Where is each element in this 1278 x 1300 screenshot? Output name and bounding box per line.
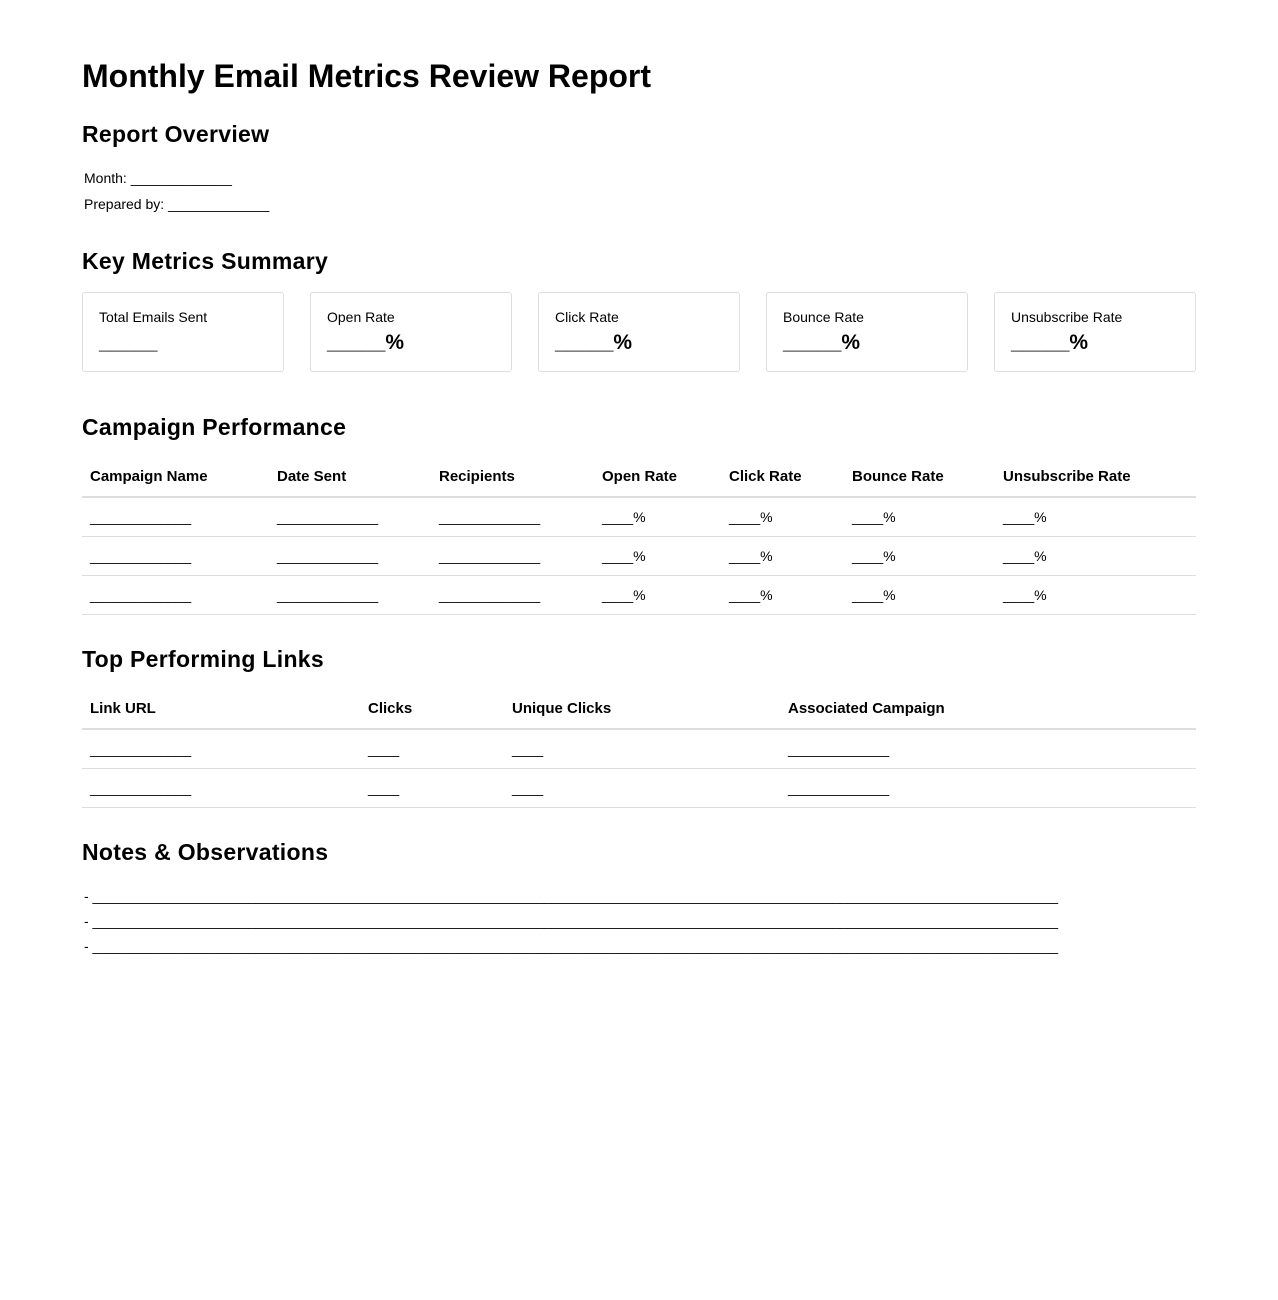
column-header: Recipients [431, 456, 594, 497]
table-header-row [82, 688, 1196, 729]
table-row [82, 769, 1196, 808]
links-table [82, 688, 1196, 808]
column-header: Unsubscribe Rate [995, 456, 1196, 497]
column-header: Open Rate [594, 456, 721, 497]
metric-label: Open Rate [327, 309, 395, 325]
table-cell-blank: ____ [504, 769, 780, 808]
metrics-heading: Key Metrics Summary [82, 248, 329, 274]
table-cell-blank: ____ [504, 729, 780, 769]
metric-card-click-rate [538, 292, 740, 372]
notes-heading: Notes & Observations [82, 839, 329, 865]
table-cell-blank: ____ [360, 729, 504, 769]
table-cell-blank: ____% [594, 537, 721, 576]
table-cell-blank: _____________ [269, 576, 431, 615]
table-cell-blank: _____________ [780, 729, 1196, 769]
table-cell-blank: _____________ [269, 497, 431, 537]
column-header: Link URL [82, 688, 360, 729]
table-cell-blank: _____________ [431, 537, 594, 576]
table-cell-blank: _____________ [780, 769, 1196, 808]
table-cell-blank: _____________ [431, 497, 594, 537]
table-cell-blank: ____% [995, 576, 1196, 615]
column-header: Clicks [360, 688, 504, 729]
table-cell-blank: _____________ [82, 537, 269, 576]
table-row [82, 497, 1196, 537]
table-row [82, 576, 1196, 615]
month-field: Month: _____________ [84, 170, 232, 186]
note-line: - ____________________________________________________________________________________________________________________________ [84, 888, 1059, 904]
table-cell-blank: ____% [721, 576, 844, 615]
column-header: Click Rate [721, 456, 844, 497]
note-line: - ____________________________________________________________________________________________________________________________ [84, 938, 1059, 954]
table-cell-blank: _____________ [82, 729, 360, 769]
metric-card-bounce-rate [766, 292, 968, 372]
table-cell-blank: _____________ [82, 497, 269, 537]
metric-value: _____% [555, 331, 633, 354]
table-cell-blank: _____________ [269, 537, 431, 576]
column-header: Date Sent [269, 456, 431, 497]
column-header: Associated Campaign [780, 688, 1196, 729]
table-cell-blank: _____________ [82, 769, 360, 808]
table-row [82, 729, 1196, 769]
table-cell-blank: ____ [360, 769, 504, 808]
metric-card-unsubscribe-rate [994, 292, 1196, 372]
table-cell-blank: ____% [844, 576, 995, 615]
table-cell-blank: ____% [594, 576, 721, 615]
metric-value: _____% [1011, 331, 1089, 354]
column-header: Unique Clicks [504, 688, 780, 729]
metric-cards [82, 292, 1196, 372]
table-cell-blank: _____________ [82, 576, 269, 615]
metric-label: Unsubscribe Rate [1011, 309, 1123, 325]
table-row [82, 537, 1196, 576]
links-heading: Top Performing Links [82, 646, 324, 672]
column-header: Bounce Rate [844, 456, 995, 497]
prepared-by-field: Prepared by: _____________ [84, 196, 270, 212]
metric-value: _____% [783, 331, 861, 354]
table-cell-blank: ____% [594, 497, 721, 537]
notes-list [84, 884, 1058, 959]
table-cell-blank: _____________ [431, 576, 594, 615]
column-header: Campaign Name [82, 456, 269, 497]
metric-card-open-rate [310, 292, 512, 372]
metric-value: _____ [99, 331, 158, 354]
overview-heading: Report Overview [82, 121, 270, 147]
table-header-row [82, 456, 1196, 497]
table-cell-blank: ____% [721, 497, 844, 537]
note-line: - ____________________________________________________________________________________________________________________________ [84, 913, 1059, 929]
metric-label: Click Rate [555, 309, 619, 325]
campaign-table [82, 456, 1196, 615]
campaigns-heading: Campaign Performance [82, 414, 347, 440]
table-cell-blank: ____% [721, 537, 844, 576]
table-cell-blank: ____% [844, 497, 995, 537]
metric-label: Total Emails Sent [99, 309, 208, 325]
page-title: Monthly Email Metrics Review Report [82, 58, 652, 94]
metric-card-total-emails [82, 292, 284, 372]
metric-value: _____% [327, 331, 405, 354]
table-cell-blank: ____% [995, 537, 1196, 576]
metric-label: Bounce Rate [783, 309, 864, 325]
table-cell-blank: ____% [844, 537, 995, 576]
table-cell-blank: ____% [995, 497, 1196, 537]
